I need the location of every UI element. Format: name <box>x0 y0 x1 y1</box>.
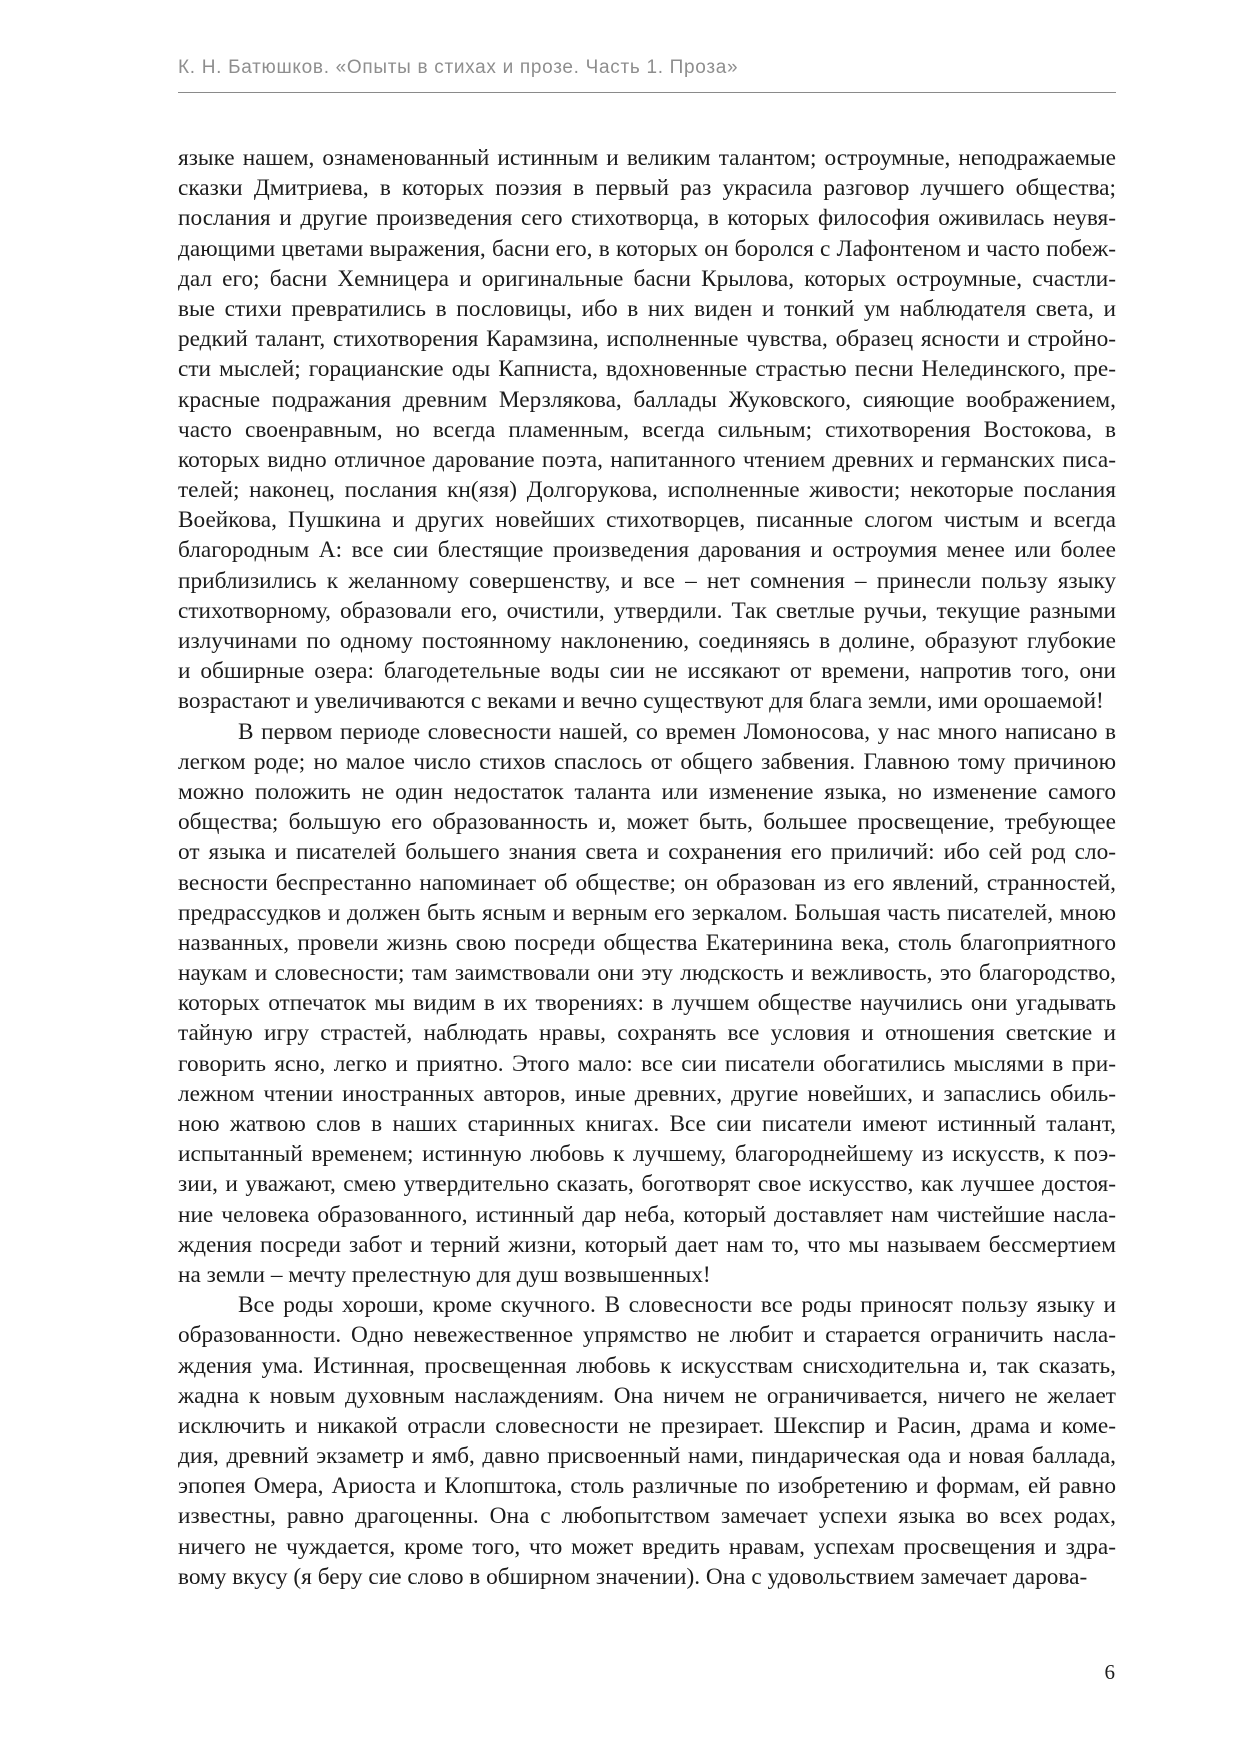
text-line: красные подражания древним Мерзлякова, баллады Жуковского, сияющие воображением, <box>178 386 1116 413</box>
text-line: которых видно отличное дарование поэта, напитанного чтением древних и германских писа- <box>178 446 1116 473</box>
text-line: которых отпечаток мы видим в их творениях: в лучшем обществе научились они угадывать <box>178 990 1116 1017</box>
text-line: предрассудков и должен быть ясным и верным его зеркалом. Большая часть писателей, мною <box>178 899 1116 926</box>
text-line: жадна к новым духовным наслаждениям. Она ничем не ограничивается, ничего не желает <box>178 1382 1116 1409</box>
text-line: часто своенравным, но всегда пламенным, всегда сильным; стихотворения Востокова, в <box>178 416 1116 443</box>
paragraph <box>178 717 1116 1291</box>
text-line: ничего не чуждается, кроме того, что может вредить нравам, успехам просвещения и здра- <box>178 1533 1116 1560</box>
text-line: дия, древний экзаметр и ямб, давно присвоенный нами, пиндарическая ода и новая баллада, <box>178 1443 1116 1470</box>
text-line: испытанный временем; истинную любовь к лучшему, благороднейшему из искусств, к поэ- <box>178 1141 1116 1168</box>
running-title: К. Н. Батюшков. «Опыты в стихах и прозе. Часть 1. Проза» <box>178 57 739 78</box>
text-line: Все роды хороши, кроме скучного. В словесности все роды приносят пользу языку и <box>238 1292 1116 1319</box>
main-text <box>178 143 1116 1592</box>
text-line: названных, провели жизнь свою посреди общества Екатеринина века, столь благоприятного <box>178 929 1116 956</box>
page-number: 6 <box>1104 1660 1115 1684</box>
text-line: ние человека образованного, истинный дар неба, который доставляет нам чистейшие насла- <box>178 1201 1116 1228</box>
text-line: ждения ума. Истинная, просвещенная любовь к искусствам снисходительна и, так сказать, <box>178 1352 1116 1379</box>
text-line: излучинами по одному постоянному наклонению, соединяясь в долине, образуют глубокие <box>178 628 1116 654</box>
text-line: телей; наконец, послания кн(язя) Долгорукова, исполненные живости; некоторые послания <box>178 477 1116 504</box>
text-line: В первом периоде словесности нашей, со времен Ломоносова, у нас много написано в <box>238 718 1116 745</box>
text-line: можно положить не один недостаток таланта или изменение языка, но изменение самого <box>178 778 1116 805</box>
text-line: вые стихи превратились в пословицы, ибо в них виден и тонкий ум наблюдателя света, и <box>178 295 1116 322</box>
text-line: ждения посреди забот и терний жизни, который дает нам то, что мы называем бессмертием <box>178 1231 1116 1258</box>
text-line: вому вкусу (я беру сие слово в обширном значении). Она с удовольствием замечает дарова- <box>178 1563 1088 1590</box>
text-line: от языка и писателей большего знания света и сохранения его приличий: ибо сей род сло- <box>178 839 1116 866</box>
text-line: и обширные озера: благодетельные воды сии не иссякают от времени, напротив того, они <box>178 658 1116 685</box>
text-line: тайную игру страстей, наблюдать нравы, сохранять все условия и отношения светские и <box>178 1020 1116 1047</box>
text-line: весности беспрестанно напоминает об обществе; он образован из его явлений, странностей, <box>178 869 1116 896</box>
text-line: сказки Дмитриева, в которых поэзия в первый раз украсила разговор лучшего общества; <box>178 175 1116 202</box>
text-line: благородным А: все сии блестящие произведения дарования и остроумия менее или более <box>178 537 1116 564</box>
text-line: языке нашем, ознаменованный истинным и великим талантом; остроумные, неподражаемые <box>178 145 1116 171</box>
text-line: послания и другие произведения сего стихотворца, в которых философия оживилась неувя- <box>178 205 1116 232</box>
text-line: наукам и словесности; там заимствовали они эту людскость и вежливость, это благородство, <box>178 960 1116 987</box>
text-line: легком роде; но малое число стихов спаслось от общего забвения. Главною тому причиною <box>178 748 1116 775</box>
text-line: стихотворному, образовали его, очистили, утвердили. Так светлые ручьи, текущие разными <box>178 597 1116 624</box>
text-line: зии, и уважают, смею утвердительно сказать, боготворят свое искусство, как лучшее достоя- <box>178 1171 1116 1198</box>
text-line: на земли – мечту прелестную для душ возвышенных! <box>178 1261 711 1288</box>
text-line: говорить ясно, легко и приятно. Этого мало: все сии писатели обогатились мыслями в при- <box>178 1050 1116 1077</box>
text-line: известны, равно драгоценны. Она с любопытством замечает успехи языка во всех родах, <box>178 1503 1116 1530</box>
paragraph <box>178 143 1116 717</box>
text-line: дающими цветами выражения, басни его, в которых он боролся с Лафонтеном и часто побеж- <box>178 235 1116 262</box>
text-line: эпопея Омера, Ариоста и Клопштока, столь различные по изобретению и формам, ей равно <box>178 1473 1116 1500</box>
text-line: редкий талант, стихотворения Карамзина, исполненные чувства, образец ясности и стройно- <box>178 326 1116 353</box>
text-line: приблизились к желанному совершенству, и все – нет сомнения – принесли пользу языку <box>178 567 1116 594</box>
text-line: исключить и никакой отрасли словесности не презирает. Шекспир и Расин, драма и коме- <box>178 1412 1116 1439</box>
text-line: дал его; басни Хемницера и оригинальные басни Крылова, которых остроумные, счастли- <box>178 265 1116 292</box>
paragraph <box>178 1290 1116 1592</box>
text-line: сти мыслей; горацианские оды Капниста, вдохновенные страстью песни Нелединского, пре- <box>178 356 1116 383</box>
text-line: Воейкова, Пушкина и других новейших стихотворцев, писанные слогом чистым и всегда <box>178 507 1116 534</box>
text-line: образованности. Одно невежественное упрямство не любит и старается ограничить насла- <box>178 1322 1116 1349</box>
text-line: возрастают и увеличиваются с веками и вечно существуют для блага земли, ими орошаемой! <box>178 688 1104 715</box>
text-line: общества; большую его образованность и, может быть, большее просвещение, требующее <box>178 809 1116 836</box>
running-header <box>178 52 1116 93</box>
text-line: лежном чтении иностранных авторов, иные древних, другие новейших, и запаслись обиль- <box>178 1080 1116 1107</box>
text-line: ною жатвою слов в наших старинных книгах. Все сии писатели имеют истинный талант, <box>178 1111 1116 1137</box>
